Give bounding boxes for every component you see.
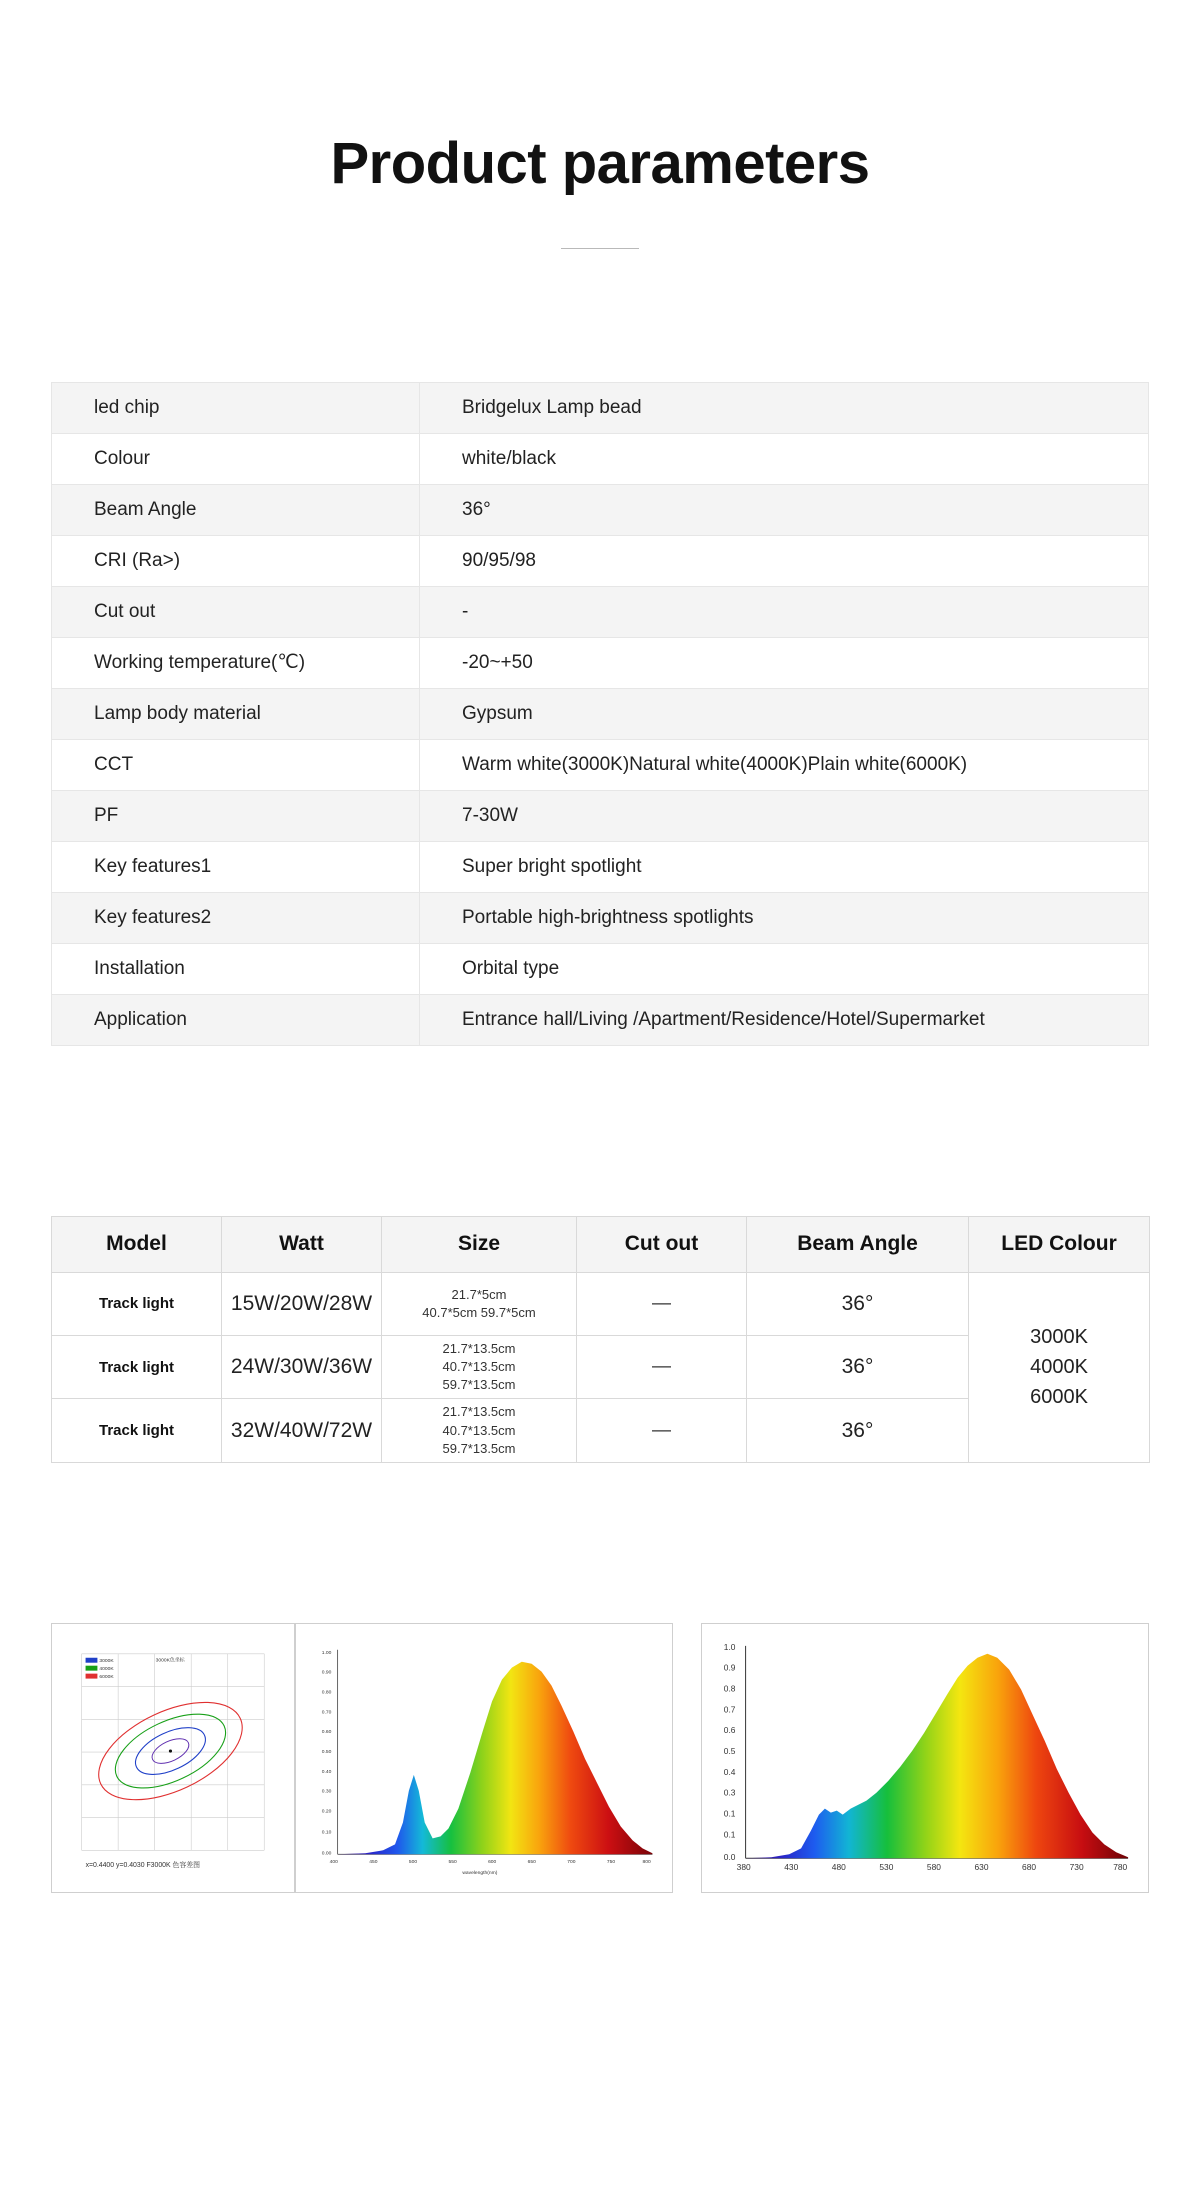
- chromaticity-svg: [52, 1624, 294, 1892]
- size-line: 21.7*13.5cm: [442, 1340, 516, 1356]
- spec-value: Orbital type: [420, 943, 1149, 994]
- table-row: [52, 892, 1149, 943]
- table-row: [52, 994, 1149, 1045]
- svg-text:730: 730: [1069, 1862, 1084, 1873]
- spec-value: -20~+50: [420, 637, 1149, 688]
- spec-value: Warm white(3000K)Natural white(4000K)Plain white(6000K): [420, 739, 1149, 790]
- svg-text:0.70: 0.70: [321, 1710, 332, 1716]
- cell-watt: 15W/20W/28W: [222, 1272, 382, 1335]
- table-row: [52, 484, 1149, 535]
- cell-model: Track light: [52, 1272, 222, 1335]
- spec-value: Gypsum: [420, 688, 1149, 739]
- spd-small-svg: [296, 1624, 672, 1892]
- cell-beam-angle: 36°: [747, 1399, 969, 1463]
- table-header-row: [52, 1216, 1150, 1272]
- svg-text:680: 680: [1022, 1862, 1037, 1873]
- table-row: [52, 433, 1149, 484]
- svg-text:0.30: 0.30: [321, 1789, 332, 1795]
- cell-cut-out: —: [577, 1335, 747, 1399]
- spec-key: Key features2: [52, 892, 420, 943]
- svg-text:780: 780: [1113, 1862, 1128, 1873]
- svg-text:0.3: 0.3: [723, 1787, 736, 1798]
- svg-text:0.1: 0.1: [723, 1829, 736, 1840]
- spec-key: Key features1: [52, 841, 420, 892]
- led-colour-line: 3000K: [1030, 1326, 1088, 1349]
- svg-text:430: 430: [784, 1862, 799, 1873]
- table-row: [52, 790, 1149, 841]
- svg-text:480: 480: [831, 1862, 846, 1873]
- svg-text:6000K: 6000K: [99, 1675, 114, 1681]
- svg-text:0.1: 0.1: [723, 1808, 736, 1819]
- cell-watt: 32W/40W/72W: [222, 1399, 382, 1463]
- spec-key: Lamp body material: [52, 688, 420, 739]
- table-row: [52, 739, 1149, 790]
- svg-text:600: 600: [487, 1860, 497, 1866]
- svg-text:650: 650: [527, 1860, 536, 1866]
- cell-size: [382, 1335, 577, 1399]
- size-line: 59.7*13.5cm: [442, 1377, 516, 1393]
- led-colour-line: 6000K: [1030, 1386, 1088, 1409]
- spectral-power-distribution-large: [701, 1623, 1149, 1893]
- cell-led-colour: [969, 1272, 1150, 1462]
- spec-value: Super bright spotlight: [420, 841, 1149, 892]
- svg-text:0.7: 0.7: [723, 1704, 736, 1715]
- svg-text:3000K色坐标: 3000K色坐标: [155, 1658, 185, 1664]
- cell-model: Track light: [52, 1399, 222, 1463]
- page-title: Product parameters: [330, 131, 870, 196]
- svg-text:530: 530: [879, 1862, 894, 1873]
- column-header-watt: Watt: [222, 1216, 382, 1272]
- svg-text:0.4: 0.4: [723, 1766, 736, 1777]
- spec-value: Portable high-brightness spotlights: [420, 892, 1149, 943]
- spec-key: led chip: [52, 382, 420, 433]
- column-header-size: Size: [382, 1216, 577, 1272]
- spec-key: Cut out: [52, 586, 420, 637]
- svg-text:0.20: 0.20: [321, 1809, 332, 1815]
- table-row: [52, 688, 1149, 739]
- table-row: [52, 943, 1149, 994]
- spd-small-xlabel: wavelength(nm): [462, 1871, 498, 1877]
- svg-text:700: 700: [567, 1860, 576, 1866]
- spec-value: Entrance hall/Living /Apartment/Residence/Hotel/Supermarket: [420, 994, 1149, 1045]
- chromaticity-caption: x=0.4400 y=0.4030 F3000K 色容差图: [85, 1862, 201, 1870]
- svg-text:550: 550: [448, 1860, 457, 1866]
- svg-text:380: 380: [736, 1862, 751, 1873]
- cell-model: Track light: [52, 1335, 222, 1399]
- table-row: [52, 382, 1149, 433]
- cell-watt: 24W/30W/36W: [222, 1335, 382, 1399]
- size-line: 21.7*13.5cm: [442, 1404, 516, 1420]
- spec-table-container: [51, 382, 1149, 1046]
- svg-text:0.9: 0.9: [723, 1662, 736, 1673]
- cell-size: [382, 1272, 577, 1335]
- svg-text:0.10: 0.10: [321, 1830, 332, 1836]
- cell-cut-out: —: [577, 1272, 747, 1335]
- cell-size: [382, 1399, 577, 1463]
- table-row: [52, 586, 1149, 637]
- svg-text:0.80: 0.80: [321, 1690, 332, 1696]
- svg-text:0.50: 0.50: [321, 1749, 332, 1755]
- svg-text:1.00: 1.00: [321, 1650, 332, 1656]
- spec-table: [51, 382, 1149, 1046]
- svg-text:0.8: 0.8: [723, 1683, 736, 1694]
- svg-text:450: 450: [369, 1860, 378, 1866]
- figures-row: [51, 1623, 1149, 1893]
- led-colour-line: 4000K: [1030, 1356, 1088, 1379]
- cell-beam-angle: 36°: [747, 1335, 969, 1399]
- svg-text:500: 500: [408, 1860, 417, 1866]
- cell-cut-out: —: [577, 1399, 747, 1463]
- svg-text:0.6: 0.6: [723, 1725, 736, 1736]
- table-row: [52, 535, 1149, 586]
- size-line: 40.7*5cm 59.7*5cm: [422, 1304, 536, 1320]
- column-header-led-colour: LED Colour: [969, 1216, 1150, 1272]
- svg-text:750: 750: [606, 1860, 615, 1866]
- svg-text:0.00: 0.00: [321, 1851, 332, 1857]
- svg-text:0.90: 0.90: [321, 1670, 332, 1676]
- size-line: 40.7*13.5cm: [442, 1358, 516, 1374]
- svg-text:0.0: 0.0: [723, 1852, 736, 1863]
- model-table-container: [51, 1216, 1149, 1463]
- svg-text:0.40: 0.40: [321, 1769, 332, 1775]
- spec-key: CCT: [52, 739, 420, 790]
- svg-text:4000K: 4000K: [99, 1667, 114, 1673]
- table-row: [52, 1272, 1150, 1335]
- spec-key: PF: [52, 790, 420, 841]
- svg-text:1.0: 1.0: [723, 1641, 736, 1652]
- page-header: [0, 0, 1200, 249]
- column-header-model: Model: [52, 1216, 222, 1272]
- svg-text:0.60: 0.60: [321, 1730, 332, 1736]
- spec-key: CRI (Ra>): [52, 535, 420, 586]
- svg-text:400: 400: [329, 1860, 338, 1866]
- size-line: 59.7*13.5cm: [442, 1440, 516, 1456]
- svg-text:0.5: 0.5: [723, 1745, 736, 1756]
- spec-value: 90/95/98: [420, 535, 1149, 586]
- spd-large-svg: [702, 1624, 1148, 1892]
- table-row: [52, 841, 1149, 892]
- model-table: [51, 1216, 1150, 1463]
- spec-key: Working temperature(℃): [52, 637, 420, 688]
- size-line: 40.7*13.5cm: [442, 1422, 516, 1438]
- title-divider: [561, 248, 639, 249]
- column-header-beam-angle: Beam Angle: [747, 1216, 969, 1272]
- svg-text:630: 630: [974, 1862, 989, 1873]
- svg-text:580: 580: [927, 1862, 942, 1873]
- spec-key: Installation: [52, 943, 420, 994]
- spectral-power-distribution-small: [295, 1623, 673, 1893]
- chromaticity-diagram: [51, 1623, 295, 1893]
- svg-text:800: 800: [642, 1860, 651, 1866]
- svg-text:3000K: 3000K: [99, 1659, 114, 1665]
- spec-key: Application: [52, 994, 420, 1045]
- spec-value: Bridgelux Lamp bead: [420, 382, 1149, 433]
- column-header-cut-out: Cut out: [577, 1216, 747, 1272]
- spec-value: 7-30W: [420, 790, 1149, 841]
- cell-beam-angle: 36°: [747, 1272, 969, 1335]
- spec-value: -: [420, 586, 1149, 637]
- spec-value: white/black: [420, 433, 1149, 484]
- spec-key: Beam Angle: [52, 484, 420, 535]
- spec-value: 36°: [420, 484, 1149, 535]
- spec-key: Colour: [52, 433, 420, 484]
- size-line: 21.7*5cm: [451, 1286, 507, 1302]
- table-row: [52, 637, 1149, 688]
